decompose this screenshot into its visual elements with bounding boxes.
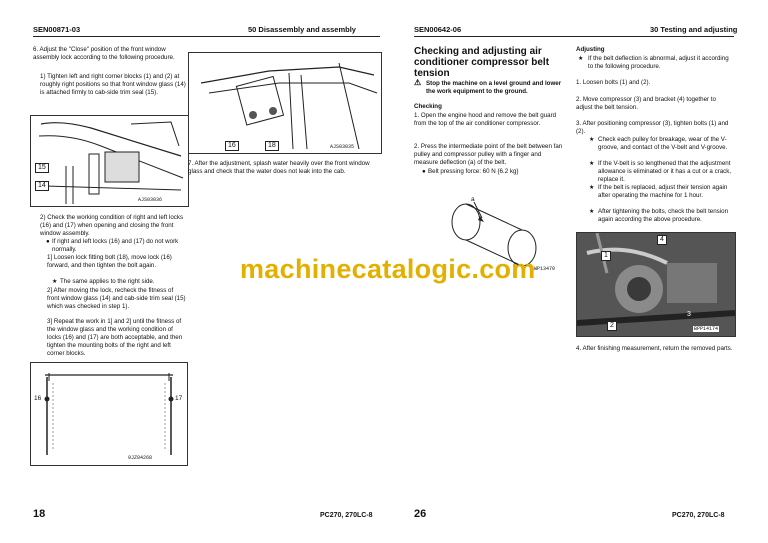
left-model: PC270, 270LC-8: [320, 512, 373, 519]
adjust-check-2: ★ If the V-belt is so lengthened that the adjustment allowance is eliminated or it has a cut or a crack, replace it.: [589, 160, 732, 184]
left-step-7: 7. After the adjustment, splash water heavily over the front window glass and check that the water does not leak into the cab.: [188, 160, 370, 176]
watermark-text: machinecatalogic.com: [240, 254, 536, 284]
adjusting-note: ★ If the belt deflection is abnormal, adjust it according to the following procedure.: [578, 55, 729, 71]
figure-lock-positions: [30, 362, 188, 466]
bullet-icon: ●: [422, 168, 426, 175]
left-header-rule: [33, 36, 380, 37]
window-frame-drawing: [31, 116, 188, 206]
belt-force-bullet: ● Belt pressing force: 60 N {6.2 kg}: [422, 168, 519, 175]
warning-note: ⚠ Stop the machine on a level ground and lower the work equipment to the ground.: [414, 78, 562, 96]
star-icon: ★: [589, 136, 595, 143]
callout-1: 1: [601, 251, 611, 261]
figure-id: AJS03035: [330, 144, 355, 150]
adjusting-heading: Adjusting: [576, 46, 605, 53]
left-section-title: 50 Disassembly and assembly: [248, 25, 356, 34]
right-doc-code: SEN00642-06: [414, 25, 462, 34]
warning-icon: ⚠: [414, 78, 422, 87]
label-a: a: [471, 196, 475, 203]
label-16: 16: [34, 395, 42, 402]
right-section-title: 30 Testing and adjusting: [650, 25, 738, 34]
figure-id: BPP14174: [694, 326, 719, 332]
star-icon: ★: [589, 208, 595, 215]
lock-fitting-drawing: [189, 53, 381, 153]
figure-window-lock-left: [30, 115, 189, 207]
right-model: PC270, 270LC-8: [672, 512, 725, 519]
star-icon: ★: [589, 160, 595, 167]
callout-4: 4: [657, 235, 667, 245]
right-header-rule: [414, 36, 734, 37]
left-sub-2: 2] After moving the lock, recheck the fitness of front window glass (14) and cab-side trim seal (15) which was checked in step 1).: [47, 287, 186, 311]
adjust-step-1: 1. Loosen bolts (1) and (2).: [576, 79, 651, 86]
label-3: 3: [687, 311, 691, 318]
callout-15: 15: [35, 163, 49, 173]
figure-id: 9JZ04268: [128, 455, 153, 461]
right-page-number: 26: [414, 508, 427, 520]
checking-heading: Checking: [414, 103, 442, 110]
adjust-check-4: ★ After tightening the bolts, check the belt tension again according the above procedure.: [589, 208, 729, 224]
left-step-6-2: 2) Check the working condition of right and left locks (16) and (17) when opening and closing the front window assembly.: [40, 214, 184, 238]
adjust-check-3: ★ If the belt is replaced, adjust their tension again after operating the machine for 1 hour.: [589, 184, 728, 200]
cab-front-drawing: [31, 363, 187, 465]
left-page-number: 18: [33, 508, 46, 520]
adjust-step-2: 2. Move compressor (3) and bracket (4) together to adjust the belt tension.: [576, 96, 716, 112]
left-step-6: 6. Adjust the "Close" position of the front window assembly lock according to the following procedure.: [33, 46, 175, 62]
check-step-2: 2. Press the intermediate point of the belt between fan pulley and compressor pulley with a finger and measure deflection (a) of the belt.: [414, 143, 563, 167]
adjust-step-4: 4. After finishing measurement, return the removed parts.: [576, 345, 733, 352]
left-sub-1: 1] Loosen lock fitting bolt (18), move lock (16) forward, and then tighten the bolt again.: [47, 254, 172, 270]
left-star-note: ★ The same applies to the right side.: [52, 278, 155, 285]
callout-14: 14: [35, 181, 49, 191]
callout-18: 18: [265, 141, 279, 151]
left-sub-3: 3] Repeat the work in 1] and 2] until the fitness of the window glass and the working condition of locks (16) and (17) are both acceptable, and then tighten the mounting bolts of the right and left corner blocks.: [47, 318, 183, 358]
page-title: Checking and adjusting air conditioner compressor belt tension: [414, 46, 550, 79]
left-step-6-1: 1) Tighten left and right corner blocks (1) and (2) at roughly right positions so that front window glass (14) is attached firmly to cab-side trim seal (15).: [40, 73, 186, 97]
adjust-step-3: 3. After positioning compressor (3), tighten bolts (1) and (2).: [576, 120, 729, 136]
left-doc-code: SEN00871-03: [33, 25, 81, 34]
figure-id: BWP13470: [531, 266, 556, 272]
bullet-icon: ●: [46, 238, 50, 245]
figure-lock-fitting: [188, 52, 382, 154]
check-step-1: 1. Open the engine hood and remove the belt guard from the top of the air conditioner compressor.: [414, 112, 557, 128]
star-icon: ★: [589, 184, 595, 191]
label-17: 17: [175, 395, 183, 402]
compressor-photo-image: [577, 233, 735, 336]
star-icon: ★: [578, 55, 584, 62]
figure-id: AJS03036: [138, 197, 163, 203]
adjust-check-1: ★ Check each pulley for breakage, wear of the V-groove, and contact of the V-belt and V-groove.: [589, 136, 728, 152]
callout-16: 16: [225, 141, 239, 151]
callout-2: 2: [607, 321, 617, 331]
left-bullet-locks: ● If right and left locks (16) and (17) do not work normally.: [46, 238, 179, 254]
star-icon: ★: [52, 278, 58, 285]
figure-compressor-photo: [576, 232, 736, 337]
